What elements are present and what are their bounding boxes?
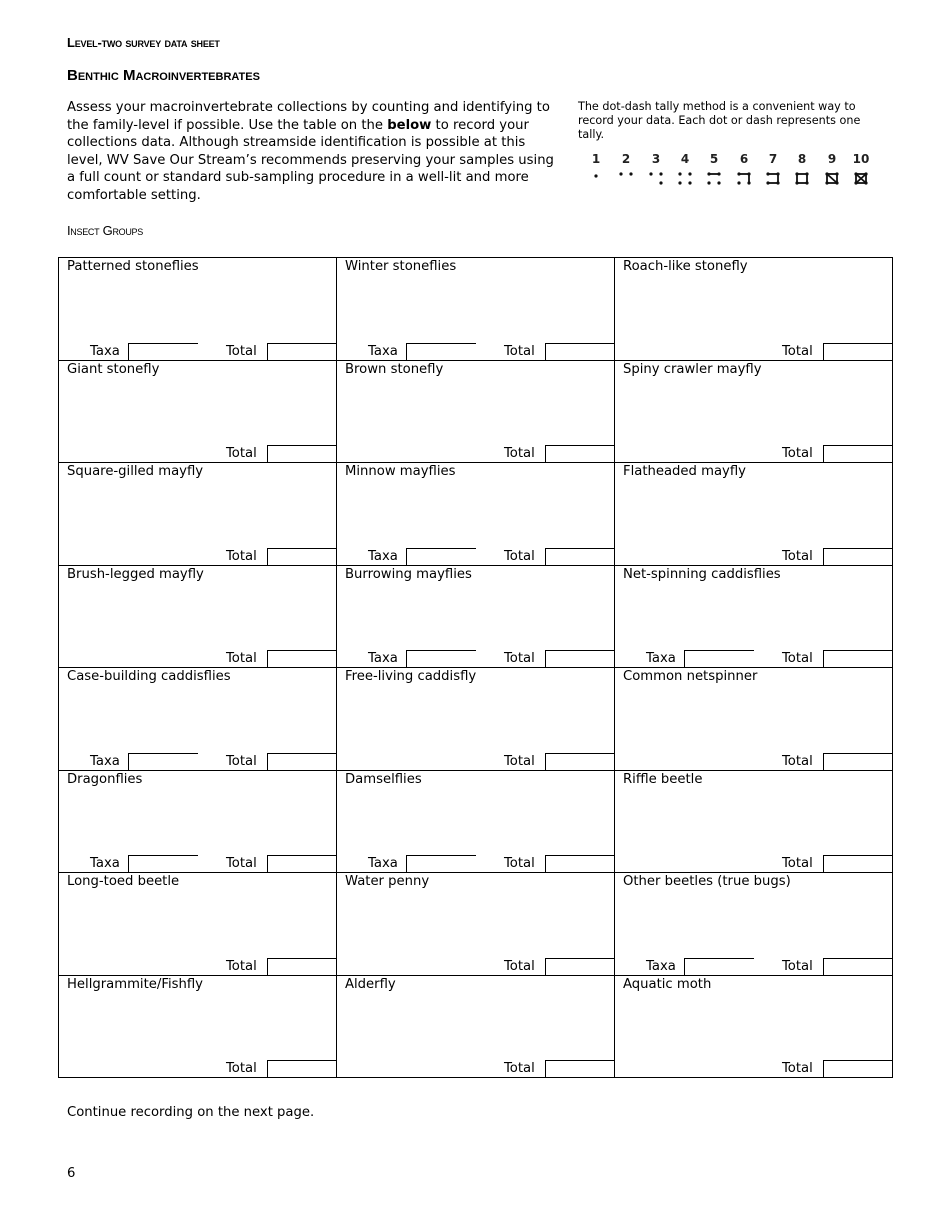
total-entry-box[interactable] (267, 855, 337, 872)
tally-number: 2 (621, 152, 631, 166)
taxa-label: Taxa (646, 958, 676, 974)
taxa-label: Taxa (90, 343, 120, 359)
insect-group-cell (59, 668, 337, 771)
total-label: Total (504, 548, 535, 564)
total-label: Total (226, 651, 257, 666)
tally-number: 9 (827, 152, 837, 166)
total-label: Total (782, 753, 813, 769)
total-label: Total (782, 856, 813, 871)
insect-group-cell (59, 463, 337, 566)
total-entry-box[interactable] (267, 650, 337, 667)
taxa-entry-box[interactable] (406, 855, 476, 872)
insect-group-cell (615, 873, 893, 976)
total-entry-box[interactable] (545, 650, 615, 667)
total-entry-box[interactable] (267, 753, 337, 770)
tally-mark (854, 172, 867, 184)
taxa-entry-box[interactable] (128, 343, 198, 360)
insect-group-name: Water penny (345, 874, 430, 889)
tally-mark (707, 172, 720, 184)
taxa-label: Taxa (368, 856, 398, 871)
taxa-entry-box[interactable] (406, 650, 476, 667)
insect-group-name: Patterned stoneflies (67, 259, 199, 274)
sheet-title: Level-two survey data sheet (67, 35, 220, 50)
page-number: 6 (67, 1166, 76, 1181)
insect-group-cell (615, 976, 893, 1079)
taxa-entry-box[interactable] (406, 343, 476, 360)
insect-group-name: Brush-legged mayfly (67, 566, 204, 582)
insect-groups-title: Insect Groups (67, 223, 143, 238)
insect-group-cell (615, 361, 893, 464)
tally-legend (580, 152, 880, 188)
insect-group-name: Burrowing mayflies (345, 566, 472, 582)
intro-text-2: to record your collections data. Although streamside identification is possible at this level, WV Save Our Stream’s recommends preserving your samples using a full count or standard sub-sampling procedure in a well-lit and more comfortable setting. (67, 117, 554, 203)
insect-group-cell (59, 258, 337, 361)
insect-group-name: Riffle beetle (623, 771, 703, 787)
tally-mark (619, 172, 632, 175)
insect-group-cell (337, 771, 615, 874)
insect-group-name: Roach-like stonefly (623, 259, 748, 274)
insect-group-name: Long-toed beetle (67, 874, 180, 889)
tally-marks (580, 152, 880, 188)
total-entry-box[interactable] (823, 1060, 893, 1077)
total-entry-box[interactable] (823, 445, 893, 462)
tally-mark (795, 172, 808, 184)
total-label: Total (504, 753, 535, 769)
insect-group-cell (337, 361, 615, 464)
total-entry-box[interactable] (823, 753, 893, 770)
insect-group-name: Alderfly (345, 976, 396, 992)
total-label: Total (782, 958, 813, 974)
tally-number: 4 (680, 152, 690, 166)
insect-group-cell (337, 976, 615, 1079)
insect-group-cell (615, 668, 893, 771)
tally-number: 10 (852, 152, 870, 166)
total-label: Total (226, 856, 257, 871)
tally-number: 7 (768, 152, 778, 166)
tally-number: 1 (591, 152, 601, 166)
total-entry-box[interactable] (545, 855, 615, 872)
insect-group-cell (615, 463, 893, 566)
insect-group-cell (59, 361, 337, 464)
tally-note: The dot-dash tally method is a convenient way to record your data. Each dot or dash represents one tally. (578, 100, 861, 141)
taxa-label: Taxa (646, 651, 676, 666)
total-label: Total (782, 651, 813, 666)
total-entry-box[interactable] (267, 1060, 337, 1077)
tally-mark (594, 174, 597, 177)
total-label: Total (504, 856, 535, 871)
total-label: Total (226, 343, 257, 359)
tally-mark (737, 172, 750, 184)
taxa-entry-box[interactable] (128, 753, 198, 770)
total-label: Total (226, 548, 257, 564)
insect-group-cell (59, 771, 337, 874)
insect-group-cell (337, 566, 615, 669)
total-label: Total (782, 1061, 813, 1076)
taxa-label: Taxa (368, 651, 398, 666)
insect-group-name: Net-spinning caddisflies (623, 566, 781, 582)
insect-group-cell (337, 873, 615, 976)
total-label: Total (782, 343, 813, 359)
total-entry-box[interactable] (267, 445, 337, 462)
insect-group-cell (337, 668, 615, 771)
taxa-entry-box[interactable] (128, 855, 198, 872)
intro-paragraph (67, 99, 557, 205)
insect-group-name: Spiny crawler mayfly (623, 361, 762, 377)
insect-group-cell (59, 976, 337, 1079)
insect-group-name: Common netspinner (623, 669, 758, 684)
total-entry-box[interactable] (267, 343, 337, 360)
taxa-label: Taxa (368, 343, 398, 359)
insect-group-name: Other beetles (true bugs) (623, 874, 791, 889)
insect-group-name: Damselflies (345, 771, 422, 787)
total-label: Total (504, 446, 535, 461)
total-entry-box[interactable] (823, 958, 893, 975)
total-label: Total (504, 1061, 535, 1076)
insect-group-name: Hellgrammite/Fishfly (67, 976, 203, 992)
total-label: Total (782, 446, 813, 461)
insect-group-name: Free-living caddisfly (345, 669, 477, 684)
total-entry-box[interactable] (545, 958, 615, 975)
tally-number: 6 (739, 152, 749, 166)
total-label: Total (782, 548, 813, 564)
insect-group-name: Dragonflies (67, 771, 143, 787)
intro-bold-word: below (387, 117, 432, 133)
total-entry-box[interactable] (823, 343, 893, 360)
tally-number: 8 (797, 152, 807, 166)
insect-group-cell (615, 258, 893, 361)
total-entry-box[interactable] (267, 958, 337, 975)
total-entry-box[interactable] (823, 855, 893, 872)
total-entry-box[interactable] (545, 1060, 615, 1077)
insect-group-name: Case-building caddisflies (67, 669, 231, 684)
total-entry-box[interactable] (823, 650, 893, 667)
total-label: Total (504, 343, 535, 359)
footer-note: Continue recording on the next page. (67, 1105, 315, 1120)
taxa-label: Taxa (90, 856, 120, 871)
total-entry-box[interactable] (545, 445, 615, 462)
total-label: Total (504, 958, 535, 974)
insect-group-name: Aquatic moth (623, 976, 712, 992)
insect-group-cell (615, 566, 893, 669)
insect-group-cell (59, 566, 337, 669)
total-entry-box[interactable] (823, 548, 893, 565)
insect-group-cell (615, 771, 893, 874)
taxa-entry-box[interactable] (406, 548, 476, 565)
total-label: Total (226, 1061, 257, 1076)
insect-group-cell (59, 873, 337, 976)
taxa-entry-box[interactable] (684, 958, 754, 975)
insect-group-name: Giant stonefly (67, 361, 160, 377)
insect-group-name: Flatheaded mayfly (623, 464, 746, 479)
insect-group-name: Brown stonefly (345, 361, 444, 377)
total-label: Total (226, 446, 257, 461)
section-title: Benthic Macroinvertebrates (67, 67, 260, 84)
intro-text-1: Assess your macroinvertebrate collections by counting and identifying to the family-level if possible. Use the table on the (67, 100, 550, 133)
total-entry-box[interactable] (545, 548, 615, 565)
insect-group-name: Minnow mayflies (345, 464, 456, 479)
taxa-label: Taxa (90, 753, 120, 769)
tally-mark (825, 172, 838, 184)
insect-group-cell (337, 463, 615, 566)
total-entry-box[interactable] (267, 548, 337, 565)
tally-number: 5 (709, 152, 719, 166)
insect-group-name: Square-gilled mayfly (67, 464, 204, 479)
total-label: Total (226, 753, 257, 769)
total-label: Total (226, 958, 257, 974)
tally-number: 3 (651, 152, 661, 166)
total-label: Total (504, 651, 535, 666)
taxa-entry-box[interactable] (684, 650, 754, 667)
tally-mark (678, 172, 691, 184)
insect-groups-table (58, 257, 893, 1078)
total-entry-box[interactable] (545, 753, 615, 770)
insect-group-cell (337, 258, 615, 361)
tally-mark (649, 172, 662, 184)
taxa-label: Taxa (368, 548, 398, 564)
total-entry-box[interactable] (545, 343, 615, 360)
tally-mark (766, 172, 779, 184)
insect-group-name: Winter stoneflies (345, 259, 457, 274)
